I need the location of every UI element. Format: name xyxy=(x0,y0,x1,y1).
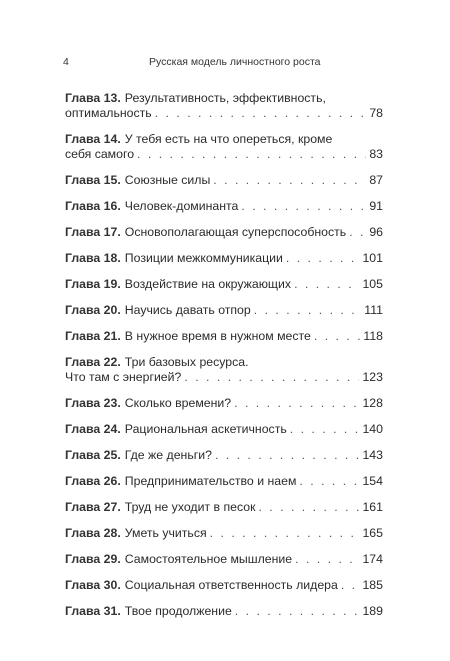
chapter-number: 18. xyxy=(103,251,121,265)
table-of-contents xyxy=(65,91,383,630)
chapter-title: Воздействие на окружающих xyxy=(124,277,292,291)
chapter-label xyxy=(65,91,121,106)
chapter-title: Рациональная аскетичность xyxy=(124,422,287,436)
toc-entry[interactable] xyxy=(65,422,383,448)
chapter-title: Три базовых ресурса. xyxy=(124,355,249,369)
toc-entry[interactable] xyxy=(65,474,383,500)
chapter-number: 31. xyxy=(103,604,121,618)
toc-line xyxy=(65,199,383,214)
page-ref: 105 xyxy=(362,277,383,291)
toc-entry[interactable] xyxy=(65,277,383,303)
chapter-label xyxy=(65,396,121,411)
toc-entry[interactable] xyxy=(65,303,383,329)
dot-leader xyxy=(184,370,359,385)
toc-line xyxy=(65,106,383,121)
chapter-label xyxy=(65,355,121,370)
dot-leader xyxy=(215,448,360,463)
toc-line xyxy=(65,132,383,147)
chapter-word: Глава xyxy=(65,448,101,462)
page-ref: 140 xyxy=(362,422,383,436)
chapter-title: Позиции межкоммуникации xyxy=(124,251,283,265)
toc-line xyxy=(65,396,383,411)
toc-line xyxy=(65,329,383,344)
toc-entry[interactable] xyxy=(65,329,383,355)
dot-leader xyxy=(137,147,366,162)
chapter-title: Основополагающая суперспособность xyxy=(124,225,347,239)
chapter-word: Глава xyxy=(65,578,101,592)
chapter-label xyxy=(65,277,121,292)
chapter-number: 29. xyxy=(103,552,121,566)
chapter-word: Глава xyxy=(65,251,101,265)
running-title: Русская модель личностного роста xyxy=(149,56,321,68)
toc-line xyxy=(65,578,383,593)
chapter-word: Глава xyxy=(65,303,101,317)
chapter-label xyxy=(65,578,121,593)
chapter-number: 15. xyxy=(103,173,121,187)
chapter-word: Глава xyxy=(65,91,101,105)
toc-entry[interactable] xyxy=(65,173,383,199)
page-ref: 165 xyxy=(362,526,383,540)
toc-entry[interactable] xyxy=(65,396,383,422)
dot-leader xyxy=(254,303,362,318)
toc-line xyxy=(65,277,383,292)
chapter-label xyxy=(65,474,121,489)
chapter-title: Труд не уходит в песок xyxy=(124,500,256,514)
page-number: 4 xyxy=(63,56,69,68)
toc-line xyxy=(65,370,383,385)
chapter-label xyxy=(65,526,121,541)
page-ref: 161 xyxy=(362,500,383,514)
chapter-title: оптимальность xyxy=(65,106,152,120)
chapter-title: Результативность, эффективность, xyxy=(124,91,326,105)
dot-leader xyxy=(210,526,360,541)
page-ref: 128 xyxy=(362,396,383,410)
chapter-title: Предпринимательство и наем xyxy=(124,474,297,488)
toc-entry[interactable] xyxy=(65,91,383,132)
toc-line xyxy=(65,173,383,188)
chapter-title: себя самого xyxy=(65,147,135,161)
chapter-word: Глава xyxy=(65,225,101,239)
chapter-label xyxy=(65,199,121,214)
toc-line xyxy=(65,355,383,370)
toc-line xyxy=(65,422,383,437)
chapter-title: В нужное время в нужном месте xyxy=(124,329,311,343)
chapter-title: Самостоятельное мышление xyxy=(124,552,293,566)
chapter-title: Где же деньги? xyxy=(124,448,212,462)
page-ref: 78 xyxy=(369,106,383,120)
chapter-label xyxy=(65,604,121,619)
dot-leader xyxy=(235,604,360,619)
chapter-label xyxy=(65,329,121,344)
toc-line xyxy=(65,251,383,266)
chapter-word: Глава xyxy=(65,474,101,488)
chapter-word: Глава xyxy=(65,552,101,566)
chapter-number: 16. xyxy=(103,199,121,213)
toc-entry[interactable] xyxy=(65,355,383,396)
chapter-word: Глава xyxy=(65,500,101,514)
chapter-word: Глава xyxy=(65,396,101,410)
chapter-title: Научись давать отпор xyxy=(124,303,251,317)
dot-leader xyxy=(299,474,359,489)
dot-leader xyxy=(349,225,366,240)
page-ref: 143 xyxy=(362,448,383,462)
dot-leader xyxy=(155,106,366,121)
chapter-number: 21. xyxy=(103,329,121,343)
dot-leader xyxy=(294,277,359,292)
page-ref: 87 xyxy=(369,173,383,187)
chapter-title: Социальная ответственность лидера xyxy=(124,578,338,592)
chapter-number: 20. xyxy=(103,303,121,317)
chapter-label xyxy=(65,422,121,437)
page-ref: 83 xyxy=(369,147,383,161)
chapter-title: Твое продолжение xyxy=(124,604,232,618)
chapter-word: Глава xyxy=(65,277,101,291)
dot-leader xyxy=(341,578,360,593)
dot-leader xyxy=(295,552,359,567)
chapter-label xyxy=(65,251,121,266)
chapter-word: Глава xyxy=(65,329,101,343)
chapter-word: Глава xyxy=(65,604,101,618)
toc-line xyxy=(65,526,383,541)
toc-entry[interactable] xyxy=(65,448,383,474)
chapter-number: 25. xyxy=(103,448,121,462)
toc-line xyxy=(65,552,383,567)
chapter-number: 22. xyxy=(103,355,121,369)
toc-line xyxy=(65,474,383,489)
toc-entry[interactable] xyxy=(65,500,383,526)
chapter-label xyxy=(65,448,121,463)
toc-line xyxy=(65,91,383,106)
page-ref: 101 xyxy=(362,251,383,265)
dot-leader xyxy=(290,422,360,437)
toc-entry[interactable] xyxy=(65,132,383,173)
toc-entry[interactable] xyxy=(65,526,383,552)
dot-leader xyxy=(234,396,359,411)
chapter-number: 27. xyxy=(103,500,121,514)
chapter-number: 17. xyxy=(103,225,121,239)
chapter-title: Уметь учиться xyxy=(124,526,207,540)
toc-line xyxy=(65,147,383,162)
dot-leader xyxy=(314,329,361,344)
toc-line xyxy=(65,225,383,240)
toc-entry[interactable] xyxy=(65,199,383,225)
chapter-number: 28. xyxy=(103,526,121,540)
chapter-title: У тебя есть на что опереться, кроме xyxy=(124,132,333,146)
chapter-label xyxy=(65,303,121,318)
chapter-label xyxy=(65,173,121,188)
chapter-number: 24. xyxy=(103,422,121,436)
toc-entry[interactable] xyxy=(65,552,383,578)
page-ref: 123 xyxy=(362,370,383,384)
page-ref: 174 xyxy=(362,552,383,566)
chapter-label xyxy=(65,552,121,567)
chapter-word: Глава xyxy=(65,132,101,146)
toc-line xyxy=(65,448,383,463)
toc-line xyxy=(65,303,383,318)
chapter-number: 26. xyxy=(103,474,121,488)
chapter-title: Союзные силы xyxy=(124,173,211,187)
chapter-word: Глава xyxy=(65,355,101,369)
page-ref: 154 xyxy=(362,474,383,488)
toc-entry[interactable] xyxy=(65,604,383,630)
page-ref: 91 xyxy=(369,199,383,213)
chapter-title: Что там с энергией? xyxy=(65,370,182,384)
page-ref: 96 xyxy=(369,225,383,239)
toc-entry[interactable] xyxy=(65,225,383,251)
page-ref: 118 xyxy=(363,329,383,343)
chapter-number: 13. xyxy=(103,91,121,105)
chapter-word: Глава xyxy=(65,526,101,540)
chapter-number: 30. xyxy=(103,578,121,592)
toc-line xyxy=(65,604,383,619)
chapter-number: 23. xyxy=(103,396,121,410)
toc-entry[interactable] xyxy=(65,251,383,277)
dot-leader xyxy=(241,199,366,214)
dot-leader xyxy=(213,173,366,188)
page-ref: 189 xyxy=(362,604,383,618)
page-ref: 111 xyxy=(364,303,383,317)
chapter-title: Человек-доминанта xyxy=(124,199,239,213)
dot-leader xyxy=(258,500,359,515)
chapter-label xyxy=(65,500,121,515)
page-ref: 185 xyxy=(362,578,383,592)
toc-line xyxy=(65,500,383,515)
chapter-word: Глава xyxy=(65,422,101,436)
chapter-word: Глава xyxy=(65,199,101,213)
chapter-word: Глава xyxy=(65,173,101,187)
chapter-label xyxy=(65,225,121,240)
toc-entry[interactable] xyxy=(65,578,383,604)
chapter-label xyxy=(65,132,121,147)
chapter-number: 14. xyxy=(103,132,121,146)
chapter-title: Сколько времени? xyxy=(124,396,232,410)
chapter-number: 19. xyxy=(103,277,121,291)
dot-leader xyxy=(286,251,360,266)
